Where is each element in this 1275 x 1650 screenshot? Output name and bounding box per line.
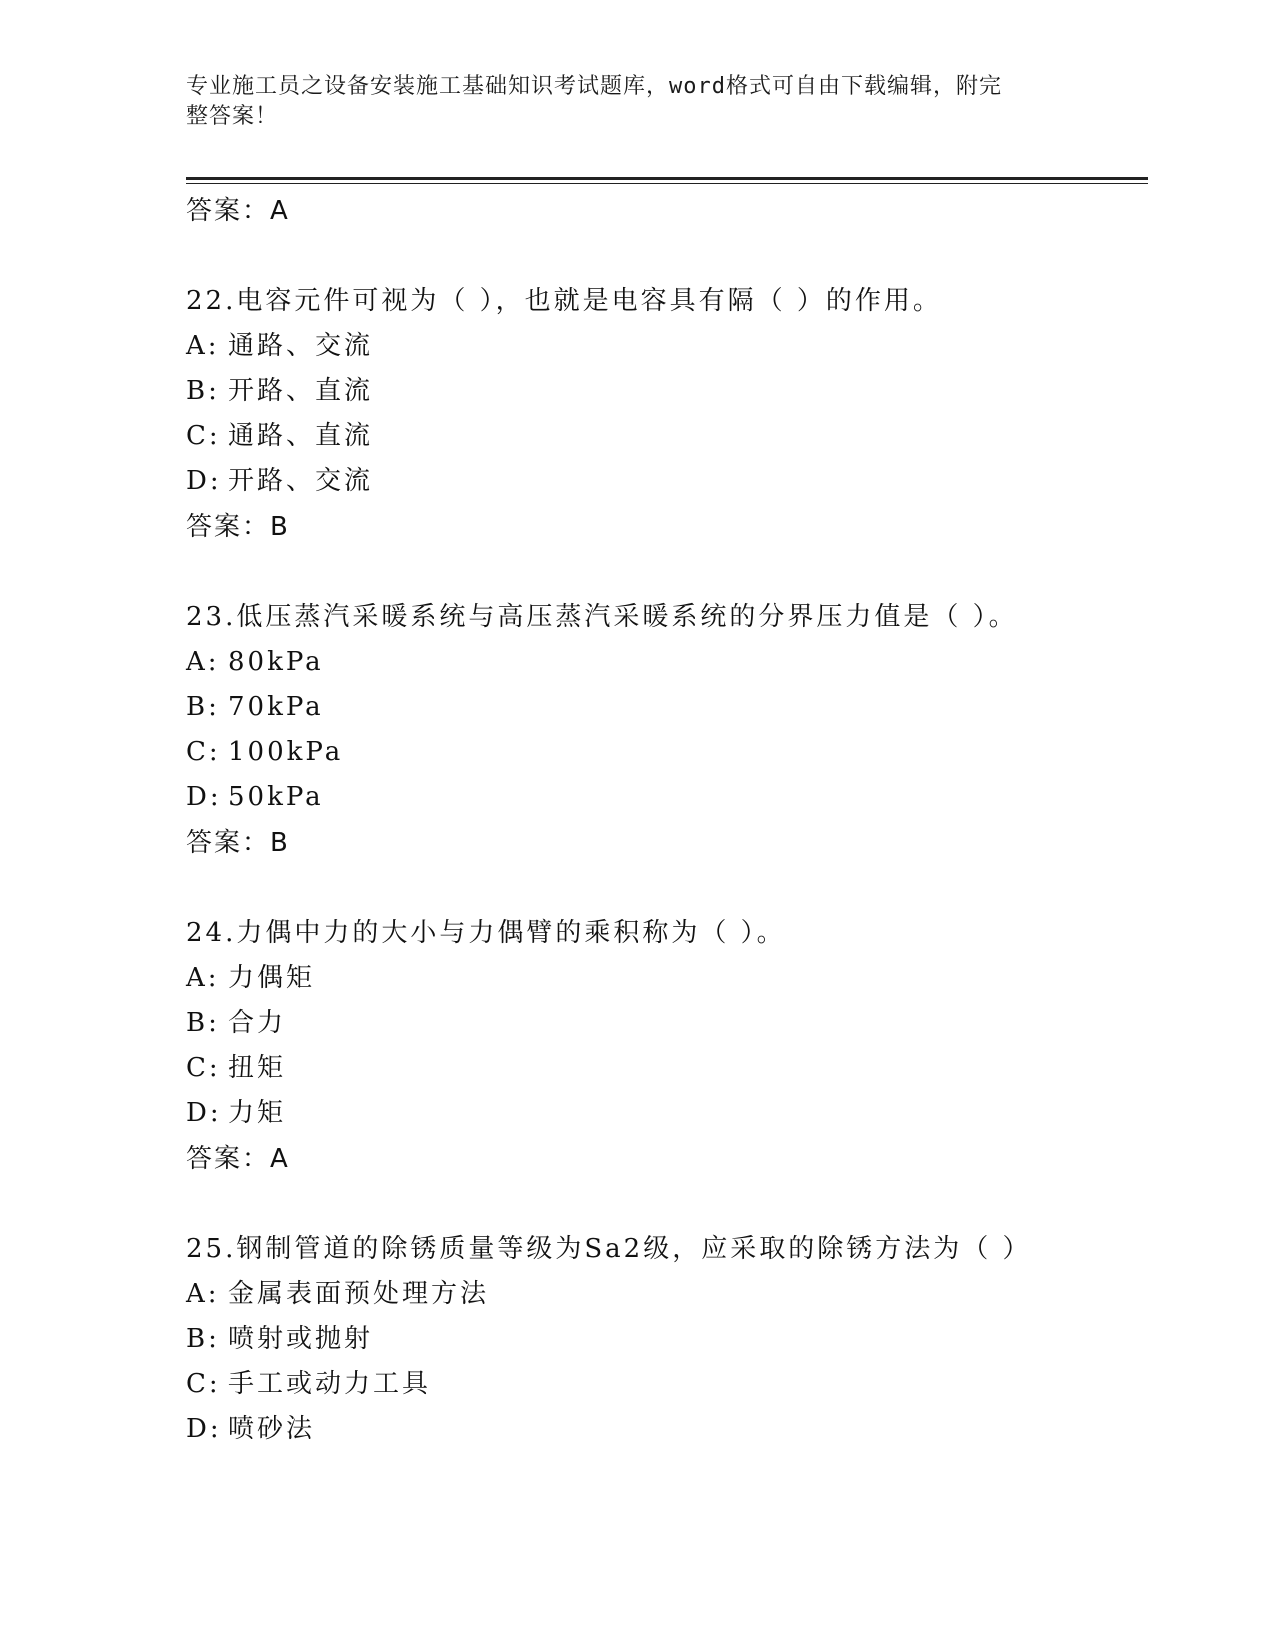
option-key: D: xyxy=(186,466,222,496)
answer-label: 答案：A xyxy=(186,1144,290,1174)
option-text: 70kPa xyxy=(228,692,324,722)
question-text: 23.低压蒸汽采暖系统与高压蒸汽采暖系统的分界压力值是（ ）。 xyxy=(186,602,1018,632)
option-text: 力偶矩 xyxy=(228,963,316,993)
option-d xyxy=(186,1091,1146,1136)
option-text: 喷砂法 xyxy=(228,1414,316,1444)
option-a xyxy=(186,640,1146,685)
option-b xyxy=(186,1317,1146,1362)
option-d xyxy=(186,1407,1146,1452)
option-key: A: xyxy=(186,647,220,677)
option-b xyxy=(186,685,1146,730)
option-d xyxy=(186,775,1146,820)
header-line-1: 专业施工员之设备安装施工基础知识考试题库，word格式可自由下载编辑，附完 xyxy=(186,74,1002,99)
question-block xyxy=(186,594,1146,866)
option-text: 扭矩 xyxy=(228,1053,287,1083)
option-key: C: xyxy=(186,421,221,451)
answer-label: 答案：B xyxy=(186,828,290,858)
option-key: B: xyxy=(186,1008,220,1038)
option-b xyxy=(186,369,1146,414)
option-key: D: xyxy=(186,1414,222,1444)
option-text: 手工或动力工具 xyxy=(228,1369,432,1399)
option-text: 通路、交流 xyxy=(228,331,374,361)
option-text: 通路、直流 xyxy=(228,421,374,451)
question-block xyxy=(186,1226,1146,1452)
option-key: C: xyxy=(186,1369,221,1399)
answer-label: 答案：A xyxy=(186,196,290,226)
option-key: A: xyxy=(186,963,220,993)
option-c xyxy=(186,730,1146,775)
option-key: A: xyxy=(186,331,220,361)
option-text: 合力 xyxy=(228,1008,287,1038)
option-text: 100kPa xyxy=(228,737,344,767)
header-line-2: 整答案！ xyxy=(186,104,279,129)
option-a xyxy=(186,956,1146,1001)
option-d xyxy=(186,459,1146,504)
option-key: D: xyxy=(186,782,222,812)
header-divider-thin xyxy=(186,183,1148,184)
option-text: 开路、交流 xyxy=(228,466,374,496)
option-text: 开路、直流 xyxy=(228,376,374,406)
answer-label: 答案：B xyxy=(186,512,290,542)
option-key: B: xyxy=(186,692,220,722)
question-block xyxy=(186,278,1146,550)
option-text: 喷射或抛射 xyxy=(228,1324,374,1354)
option-key: C: xyxy=(186,1053,221,1083)
option-key: B: xyxy=(186,376,220,406)
option-b xyxy=(186,1001,1146,1046)
question-text: 24.力偶中力的大小与力偶臂的乘积称为（ ）。 xyxy=(186,918,786,948)
option-a xyxy=(186,1272,1146,1317)
question-text: 22.电容元件可视为（ ），也就是电容具有隔（ ）的作用。 xyxy=(186,286,942,316)
question-list xyxy=(186,188,1146,1452)
option-a xyxy=(186,324,1146,369)
option-text: 力矩 xyxy=(228,1098,287,1128)
option-key: D: xyxy=(186,1098,222,1128)
option-text: 金属表面预处理方法 xyxy=(228,1279,490,1309)
question-text: 25.钢制管道的除锈质量等级为Sa2级，应采取的除锈方法为（ ） xyxy=(186,1234,1032,1264)
question-block xyxy=(186,910,1146,1182)
option-c xyxy=(186,1362,1146,1407)
option-text: 80kPa xyxy=(228,647,324,677)
option-text: 50kPa xyxy=(228,782,324,812)
option-c xyxy=(186,414,1146,459)
option-c xyxy=(186,1046,1146,1091)
document-header xyxy=(186,72,1086,132)
option-key: C: xyxy=(186,737,221,767)
header-divider-thick xyxy=(186,177,1148,180)
option-key: B: xyxy=(186,1324,220,1354)
option-key: A: xyxy=(186,1279,220,1309)
